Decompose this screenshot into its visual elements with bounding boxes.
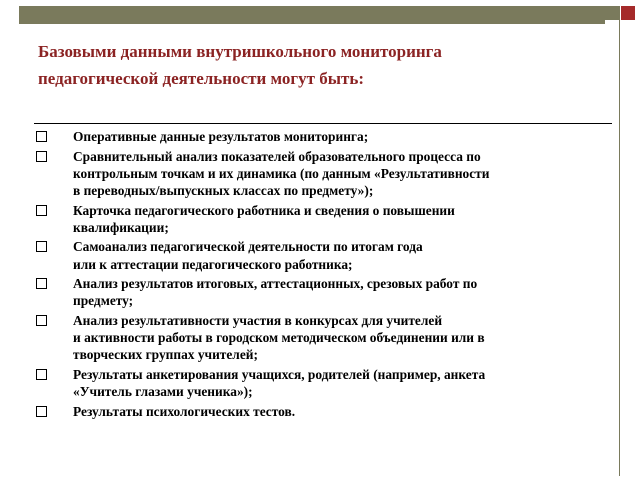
bullet-text-line: Сравнительный анализ показателей образовательного процесса по <box>73 148 481 164</box>
bullet-text-line: квалификации; <box>73 219 169 235</box>
bullet-text-line: Результаты психологических тестов. <box>73 403 296 419</box>
bullet-item <box>36 403 596 420</box>
bullet-text-line: или к аттестации педагогического работника; <box>73 256 353 272</box>
square-bullet-icon <box>36 151 47 162</box>
bullet-text-line: предмету; <box>73 293 134 309</box>
title-line-2: педагогической деятельности могут быть: <box>38 69 364 88</box>
bullet-text-line: Результаты анкетирования учащихся, родителей (например, анкета <box>73 366 486 382</box>
title-underline <box>34 123 612 124</box>
bullet-text-line: и активности работы в городском методическом объединении или в <box>73 330 485 346</box>
bullet-text-line: Оперативные данные результатов мониторинга; <box>73 129 369 144</box>
square-bullet-icon <box>36 205 47 216</box>
square-bullet-icon <box>36 369 47 380</box>
square-bullet-icon <box>36 278 47 289</box>
decor-square-olive <box>605 6 619 20</box>
bullet-item <box>36 238 596 272</box>
bullet-text-line: контрольным точкам и их динамика (по данным «Результативности <box>73 165 490 181</box>
bullet-text-line: в переводных/выпускных классах по предмету»); <box>73 183 374 198</box>
slide-title <box>38 38 598 92</box>
square-bullet-icon <box>36 131 47 142</box>
bullet-item <box>36 312 596 364</box>
decor-square-red <box>621 6 635 20</box>
bullet-text-line: Анализ результативности участия в конкурсах для учителей <box>73 312 443 328</box>
bullet-item <box>36 128 596 145</box>
top-decor-bar <box>19 6 605 24</box>
square-bullet-icon <box>36 315 47 326</box>
bullet-item <box>36 366 596 400</box>
vertical-divider <box>619 6 620 476</box>
bullet-item <box>36 202 596 236</box>
title-line-1: Базовыми данными внутришкольного мониторинга <box>38 42 442 61</box>
bullet-list <box>36 128 596 422</box>
bullet-text-line: творческих группах учителей; <box>73 347 258 363</box>
square-bullet-icon <box>36 406 47 417</box>
bullet-text-line: Анализ результатов итоговых, аттестационных, срезовых работ по <box>73 276 478 292</box>
square-bullet-icon <box>36 241 47 252</box>
bullet-text-line: Самоанализ педагогической деятельности по итогам года <box>73 239 423 255</box>
bullet-item <box>36 148 596 200</box>
bullet-item <box>36 275 596 309</box>
bullet-text-line: «Учитель глазами ученика»); <box>73 384 253 400</box>
bullet-text-line: Карточка педагогического работника и сведения о повышении <box>73 202 455 218</box>
